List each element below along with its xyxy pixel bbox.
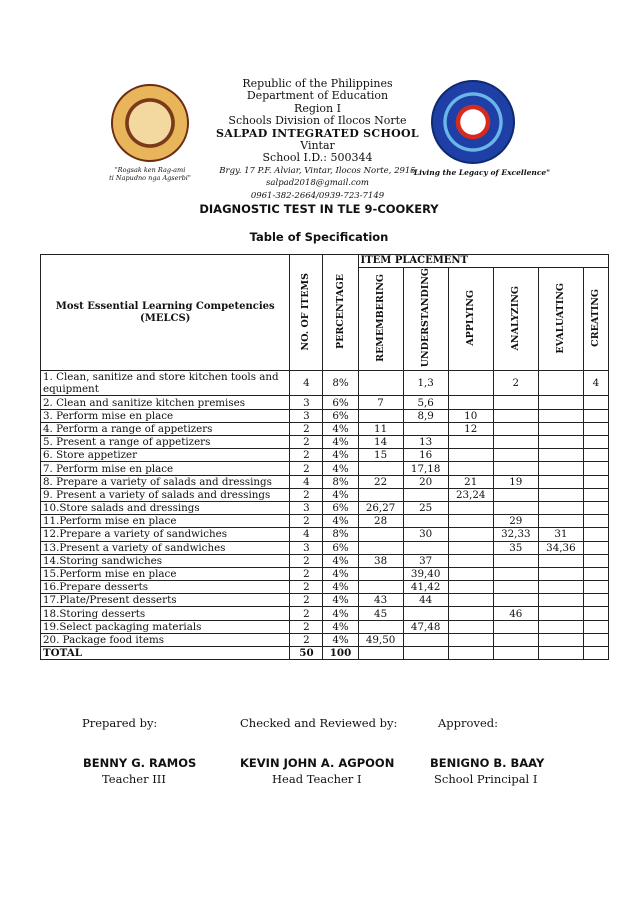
percentage-cell: 4% <box>323 554 358 567</box>
applying-cell <box>448 607 493 620</box>
creating-cell <box>583 436 608 449</box>
competency-cell: 20. Package food items <box>41 633 290 646</box>
analyzing-cell: 35 <box>493 541 538 554</box>
percentage-cell: 4% <box>323 436 358 449</box>
percentage-header: PERCENTAGE <box>323 255 358 371</box>
letterhead-line: Schools Division of Ilocos Norte <box>228 114 407 128</box>
items-cell: 4 <box>290 371 323 396</box>
remembering-cell: 11 <box>358 422 403 435</box>
remembering-cell: 26,27 <box>358 501 403 514</box>
evaluating-cell <box>538 607 583 620</box>
analyzing-cell: 19 <box>493 475 538 488</box>
school-email: salpad2018@gmail.com <box>266 178 369 189</box>
percentage-cell: 4% <box>323 488 358 501</box>
items-cell: 3 <box>290 396 323 409</box>
remembering-cell: 28 <box>358 515 403 528</box>
analyzing-cell <box>493 633 538 646</box>
total-label-cell: TOTAL <box>41 647 290 660</box>
creating-cell <box>583 607 608 620</box>
remembering-cell <box>358 620 403 633</box>
total-empty-cell <box>583 647 608 660</box>
creating-cell <box>583 409 608 422</box>
total-empty-cell <box>403 647 448 660</box>
analyzing-cell: 46 <box>493 607 538 620</box>
prepared-name: BENNY G. RAMOS <box>83 756 197 770</box>
checked-label: Checked and Reviewed by: <box>240 716 398 730</box>
evaluating-cell <box>538 567 583 580</box>
total-items-cell: 50 <box>290 647 323 660</box>
understanding-cell: 25 <box>403 501 448 514</box>
percentage-cell: 8% <box>323 371 358 396</box>
competency-cell: 17.Plate/Present desserts <box>41 594 290 607</box>
understanding-cell <box>403 633 448 646</box>
table-row <box>41 371 609 396</box>
remembering-cell <box>358 528 403 541</box>
evaluating-cell <box>538 515 583 528</box>
analyzing-cell <box>493 436 538 449</box>
applying-cell: 21 <box>448 475 493 488</box>
specification-table <box>40 254 609 660</box>
understanding-cell: 17,18 <box>403 462 448 475</box>
percentage-cell: 4% <box>323 462 358 475</box>
creating-cell <box>583 528 608 541</box>
remembering-cell: 15 <box>358 449 403 462</box>
level-header-applying: APPLYING <box>448 268 493 371</box>
applying-cell <box>448 436 493 449</box>
competency-cell: 7. Perform mise en place <box>41 462 290 475</box>
competency-cell: 19.Select packaging materials <box>41 620 290 633</box>
creating-cell <box>583 449 608 462</box>
analyzing-cell: 2 <box>493 371 538 396</box>
items-header: NO. OF ITEMS <box>290 255 323 371</box>
understanding-cell: 1,3 <box>403 371 448 396</box>
left-motto-line-2: ti Napudno nga Agserbi" <box>109 174 191 182</box>
analyzing-cell: 32,33 <box>493 528 538 541</box>
total-empty-cell <box>358 647 403 660</box>
creating-cell <box>583 594 608 607</box>
understanding-cell: 44 <box>403 594 448 607</box>
competency-cell: 10.Store salads and dressings <box>41 501 290 514</box>
creating-cell <box>583 501 608 514</box>
evaluating-cell <box>538 620 583 633</box>
items-cell: 2 <box>290 554 323 567</box>
competency-cell: 3. Perform mise en place <box>41 409 290 422</box>
applying-cell <box>448 620 493 633</box>
creating-cell <box>583 620 608 633</box>
analyzing-cell: 29 <box>493 515 538 528</box>
table-row <box>41 515 609 528</box>
percentage-cell: 6% <box>323 501 358 514</box>
percentage-cell: 6% <box>323 409 358 422</box>
competency-cell: 6. Store appetizer <box>41 449 290 462</box>
creating-cell <box>583 567 608 580</box>
creating-cell <box>583 541 608 554</box>
applying-cell <box>448 501 493 514</box>
items-cell: 2 <box>290 607 323 620</box>
applying-cell <box>448 567 493 580</box>
percentage-cell: 4% <box>323 567 358 580</box>
remembering-cell <box>358 409 403 422</box>
items-cell: 2 <box>290 567 323 580</box>
evaluating-cell <box>538 409 583 422</box>
understanding-cell: 5,6 <box>403 396 448 409</box>
percentage-cell: 6% <box>323 396 358 409</box>
percentage-cell: 4% <box>323 620 358 633</box>
table-row <box>41 594 609 607</box>
letterhead-text <box>200 78 435 202</box>
applying-cell: 12 <box>448 422 493 435</box>
evaluating-cell <box>538 371 583 396</box>
understanding-cell: 20 <box>403 475 448 488</box>
items-cell: 2 <box>290 515 323 528</box>
items-cell: 3 <box>290 541 323 554</box>
school-name: SALPAD INTEGRATED SCHOOL <box>216 126 419 140</box>
table-row <box>41 607 609 620</box>
remembering-cell: 22 <box>358 475 403 488</box>
left-motto <box>105 166 195 182</box>
applying-cell: 10 <box>448 409 493 422</box>
evaluating-cell <box>538 554 583 567</box>
analyzing-cell <box>493 501 538 514</box>
analyzing-cell <box>493 581 538 594</box>
table-row <box>41 633 609 646</box>
competency-cell: 15.Perform mise en place <box>41 567 290 580</box>
items-cell: 4 <box>290 475 323 488</box>
level-header-analyzing: ANALYZING <box>493 268 538 371</box>
remembering-cell: 14 <box>358 436 403 449</box>
level-header-understanding: UNDERSTANDING <box>403 268 448 371</box>
evaluating-cell <box>538 594 583 607</box>
percentage-cell: 8% <box>323 475 358 488</box>
understanding-cell <box>403 541 448 554</box>
school-town: Vintar <box>300 139 335 153</box>
items-cell: 2 <box>290 633 323 646</box>
competency-cell: 18.Storing desserts <box>41 607 290 620</box>
understanding-cell <box>403 515 448 528</box>
melcs-header: Most Essential Learning Competencies (MELCS) <box>41 255 290 371</box>
table-row <box>41 554 609 567</box>
table-row <box>41 436 609 449</box>
understanding-cell: 39,40 <box>403 567 448 580</box>
understanding-cell: 30 <box>403 528 448 541</box>
remembering-cell: 7 <box>358 396 403 409</box>
total-empty-cell <box>538 647 583 660</box>
letterhead-line: Department of Education <box>246 89 389 103</box>
remembering-cell: 38 <box>358 554 403 567</box>
creating-cell <box>583 475 608 488</box>
percentage-cell: 6% <box>323 541 358 554</box>
creating-cell: 4 <box>583 371 608 396</box>
items-cell: 2 <box>290 594 323 607</box>
total-row <box>41 647 609 660</box>
table-row <box>41 567 609 580</box>
school-address: Brgy. 17 P.F. Alviar, Vintar, Ilocos Norte, 2915 <box>219 165 416 176</box>
understanding-cell: 37 <box>403 554 448 567</box>
applying-cell <box>448 633 493 646</box>
items-cell: 2 <box>290 581 323 594</box>
items-cell: 2 <box>290 436 323 449</box>
items-cell: 2 <box>290 422 323 435</box>
level-header-remembering: REMEMBERING <box>358 268 403 371</box>
creating-cell <box>583 554 608 567</box>
document-subtitle: Table of Specification <box>249 230 389 244</box>
prepared-label: Prepared by: <box>82 716 158 730</box>
items-cell: 2 <box>290 449 323 462</box>
percentage-cell: 4% <box>323 607 358 620</box>
deped-seal-icon <box>111 84 189 162</box>
applying-cell <box>448 581 493 594</box>
evaluating-cell <box>538 633 583 646</box>
percentage-cell: 4% <box>323 515 358 528</box>
remembering-cell: 43 <box>358 594 403 607</box>
analyzing-cell <box>493 620 538 633</box>
applying-cell <box>448 554 493 567</box>
evaluating-cell <box>538 501 583 514</box>
evaluating-cell <box>538 475 583 488</box>
remembering-cell <box>358 567 403 580</box>
analyzing-cell <box>493 449 538 462</box>
level-header-evaluating: EVALUATING <box>538 268 583 371</box>
level-header-creating: CREATING <box>583 268 608 371</box>
competency-cell: 14.Storing sandwiches <box>41 554 290 567</box>
letterhead-header <box>105 77 551 201</box>
left-motto-line-1: "Rogsak ken Rag-ami <box>114 166 186 174</box>
table-body <box>41 371 609 660</box>
table-row <box>41 475 609 488</box>
percentage-cell: 4% <box>323 581 358 594</box>
applying-cell <box>448 541 493 554</box>
creating-cell <box>583 422 608 435</box>
evaluating-cell <box>538 449 583 462</box>
items-cell: 4 <box>290 528 323 541</box>
analyzing-cell <box>493 488 538 501</box>
analyzing-cell <box>493 567 538 580</box>
items-cell: 2 <box>290 620 323 633</box>
percentage-cell: 4% <box>323 633 358 646</box>
percentage-cell: 4% <box>323 594 358 607</box>
remembering-cell <box>358 462 403 475</box>
table-row <box>41 409 609 422</box>
items-cell: 3 <box>290 501 323 514</box>
competency-cell: 11.Perform mise en place <box>41 515 290 528</box>
creating-cell <box>583 462 608 475</box>
approved-role: School Principal I <box>434 772 538 786</box>
understanding-cell <box>403 422 448 435</box>
checked-name: KEVIN JOHN A. AGPOON <box>240 756 395 770</box>
analyzing-cell <box>493 422 538 435</box>
understanding-cell: 47,48 <box>403 620 448 633</box>
remembering-cell <box>358 371 403 396</box>
document-title: DIAGNOSTIC TEST IN TLE 9-COOKERY <box>199 202 439 216</box>
remembering-cell: 45 <box>358 607 403 620</box>
competency-cell: 1. Clean, sanitize and store kitchen tools and equipment <box>41 371 290 396</box>
analyzing-cell <box>493 594 538 607</box>
table-row <box>41 462 609 475</box>
table-row <box>41 620 609 633</box>
evaluating-cell <box>538 422 583 435</box>
applying-cell <box>448 396 493 409</box>
evaluating-cell: 34,36 <box>538 541 583 554</box>
competency-cell: 8. Prepare a variety of salads and dressings <box>41 475 290 488</box>
applying-cell <box>448 449 493 462</box>
analyzing-cell <box>493 409 538 422</box>
creating-cell <box>583 581 608 594</box>
competency-cell: 4. Perform a range of appetizers <box>41 422 290 435</box>
school-seal-icon <box>431 80 515 164</box>
understanding-cell <box>403 488 448 501</box>
checked-role: Head Teacher I <box>272 772 362 786</box>
evaluating-cell <box>538 396 583 409</box>
creating-cell <box>583 633 608 646</box>
remembering-cell: 49,50 <box>358 633 403 646</box>
table-row <box>41 449 609 462</box>
table-row <box>41 541 609 554</box>
evaluating-cell: 31 <box>538 528 583 541</box>
understanding-cell: 8,9 <box>403 409 448 422</box>
applying-cell <box>448 371 493 396</box>
creating-cell <box>583 396 608 409</box>
percentage-cell: 8% <box>323 528 358 541</box>
understanding-cell: 16 <box>403 449 448 462</box>
remembering-cell <box>358 541 403 554</box>
items-cell: 3 <box>290 409 323 422</box>
analyzing-cell <box>493 396 538 409</box>
applying-cell <box>448 528 493 541</box>
creating-cell <box>583 515 608 528</box>
table-row <box>41 396 609 409</box>
evaluating-cell <box>538 436 583 449</box>
applying-cell <box>448 594 493 607</box>
evaluating-cell <box>538 581 583 594</box>
table-row <box>41 488 609 501</box>
school-motto: "Living the Legacy of Excellence" <box>410 168 551 177</box>
analyzing-cell <box>493 554 538 567</box>
item-placement-header: ITEM PLACEMENT <box>358 255 608 268</box>
competency-cell: 13.Present a variety of sandwiches <box>41 541 290 554</box>
competency-cell: 2. Clean and sanitize kitchen premises <box>41 396 290 409</box>
competency-cell: 5. Present a range of appetizers <box>41 436 290 449</box>
school-id: School I.D.: 500344 <box>262 151 373 165</box>
evaluating-cell <box>538 488 583 501</box>
applying-cell: 23,24 <box>448 488 493 501</box>
approved-label: Approved: <box>438 716 498 730</box>
understanding-cell: 41,42 <box>403 581 448 594</box>
competency-cell: 16.Prepare desserts <box>41 581 290 594</box>
prepared-role: Teacher III <box>102 772 166 786</box>
competency-cell: 12.Prepare a variety of sandwiches <box>41 528 290 541</box>
letterhead-line: Region I <box>294 101 341 115</box>
letterhead-line: Republic of the Philippines <box>242 77 393 90</box>
understanding-cell: 13 <box>403 436 448 449</box>
items-cell: 2 <box>290 488 323 501</box>
table-row <box>41 528 609 541</box>
evaluating-cell <box>538 462 583 475</box>
items-cell: 2 <box>290 462 323 475</box>
creating-cell <box>583 488 608 501</box>
competency-cell: 9. Present a variety of salads and dressings <box>41 488 290 501</box>
remembering-cell <box>358 488 403 501</box>
percentage-cell: 4% <box>323 449 358 462</box>
table-row <box>41 501 609 514</box>
school-phone: 0961-382-2664/0939-723-7149 <box>250 190 385 201</box>
table-row <box>41 581 609 594</box>
table-row <box>41 422 609 435</box>
understanding-cell <box>403 607 448 620</box>
total-empty-cell <box>493 647 538 660</box>
percentage-cell: 4% <box>323 422 358 435</box>
remembering-cell <box>358 581 403 594</box>
approved-name: BENIGNO B. BAAY <box>430 756 545 770</box>
total-percentage-cell: 100 <box>323 647 358 660</box>
applying-cell <box>448 462 493 475</box>
applying-cell <box>448 515 493 528</box>
total-empty-cell <box>448 647 493 660</box>
analyzing-cell <box>493 462 538 475</box>
